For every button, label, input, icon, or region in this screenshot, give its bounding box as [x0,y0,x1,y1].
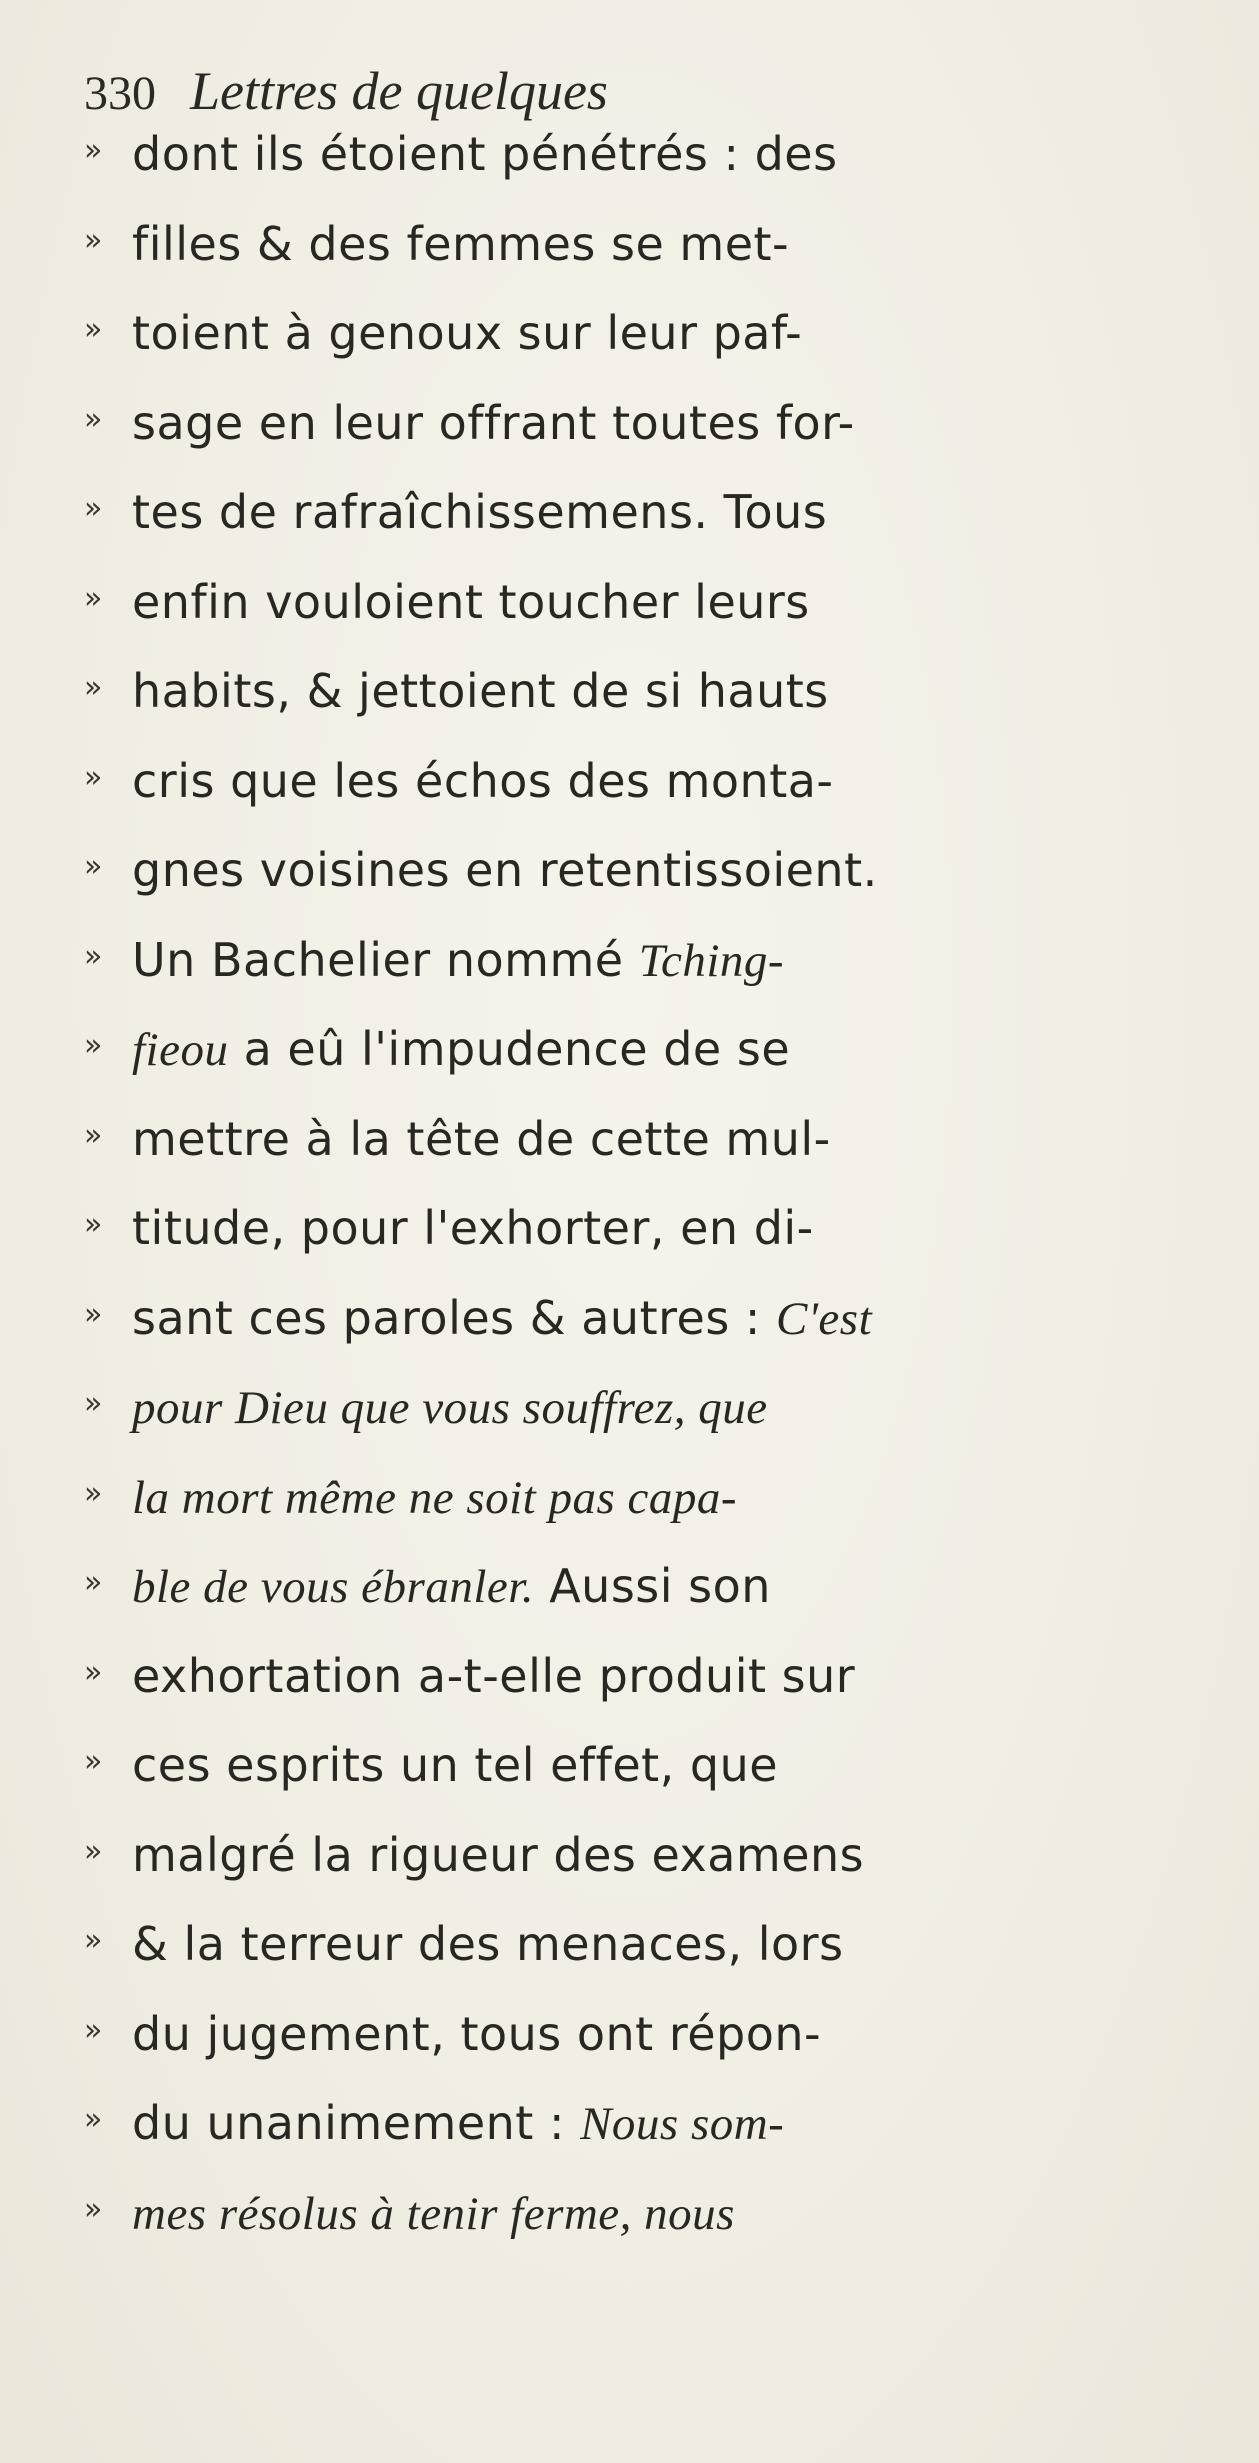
italic-text: la mort même ne soit pas capa- [132,1471,738,1524]
running-title: Lettres de quelques [190,61,608,121]
quote-mark: » [84,1654,103,1690]
italic-text: fieou [132,1024,229,1076]
quote-mark: » [84,1923,103,1958]
roman-text: du unanimement : [132,2096,581,2150]
text-line [84,747,834,809]
text-line [84,1910,844,1972]
quote-mark: » [84,1296,103,1332]
text-line [84,926,784,988]
italic-text: ble de vous ébranler. [132,1561,535,1613]
roman-text: habits, & jettoient de si hauts [132,664,829,718]
quote-mark: » [84,1207,103,1242]
quote-mark: » [84,133,103,168]
text-line [84,1015,790,1077]
roman-text: dont ils étoient pénétrés : des [132,127,838,181]
quote-mark: » [84,2102,103,2137]
text-line [84,2089,784,2151]
roman-text: mettre à la tête de cette mul- [132,1111,831,1166]
quote-mark: » [84,580,103,616]
italic-text: Tching- [638,934,785,987]
quote-mark: » [84,1475,103,1511]
quote-mark: » [84,401,103,437]
roman-text: enfin vouloient toucher leurs [132,574,810,629]
quote-mark: » [84,1833,103,1869]
quote-mark: » [84,1386,103,1421]
text-line [84,389,855,451]
quote-mark: » [84,1565,103,1600]
roman-text: sant ces paroles & autres : [132,1290,777,1345]
roman-text: a eû l'impudence de se [228,1022,791,1076]
quote-mark: » [84,938,103,974]
roman-text: ces esprits un tel effet, que [132,1738,779,1792]
roman-text: filles & des femmes se met- [132,216,790,271]
italic-text: C'est [776,1292,873,1345]
roman-text: Aussi son [534,1559,771,1613]
roman-text: titude, pour l'exhorter, en di- [132,1201,814,1255]
text-line [84,1552,771,1614]
text-line [84,120,838,182]
quote-mark: » [84,491,103,526]
italic-text: Nous som- [580,2098,785,2150]
text-line [84,657,829,719]
text-line [84,478,827,540]
quote-mark: » [84,849,103,884]
text-line [84,1194,814,1256]
italic-text: pour Dieu que vous souffrez, que [132,1382,768,1434]
text-line [84,1642,855,1704]
quote-mark: » [84,1744,103,1779]
quote-mark: » [84,2012,103,2048]
roman-text: sage en leur offrant toutes for- [132,395,855,450]
page-number: 330 [84,67,156,120]
roman-text: exhortation a-t-elle produit sur [132,1648,856,1703]
text-line [84,1373,768,1435]
roman-text: du jugement, tous ont répon- [132,2006,822,2061]
quote-mark: » [84,2191,103,2227]
roman-text: Un Bachelier nommé [132,932,639,987]
text-line [84,2179,735,2241]
quote-mark: » [84,1117,103,1153]
roman-text: tes de rafraîchissemens. Tous [132,485,828,539]
roman-text: malgré la rigueur des examens [132,1827,865,1882]
text-line [84,210,789,272]
text-line [84,1821,864,1883]
roman-text: & la terreur des menaces, lors [132,1917,844,1971]
text-line [84,299,802,361]
text-line [84,836,878,898]
quote-mark: » [84,222,103,258]
quote-mark: » [84,1028,103,1063]
text-line [84,1105,831,1167]
roman-text: gnes voisines en retentissoient. [132,843,878,897]
roman-text: cris que les échos des monta- [132,753,834,808]
text-line [84,1731,778,1793]
quote-mark: » [84,670,103,705]
quote-mark: » [84,312,103,347]
italic-text: mes résolus à tenir ferme, nous [132,2187,735,2240]
quote-mark: » [84,759,103,795]
text-line [84,2000,821,2062]
text-line [84,1463,737,1525]
text-line [84,568,810,630]
text-line [84,1284,872,1346]
roman-text: toient à genoux sur leur paf- [132,306,803,360]
